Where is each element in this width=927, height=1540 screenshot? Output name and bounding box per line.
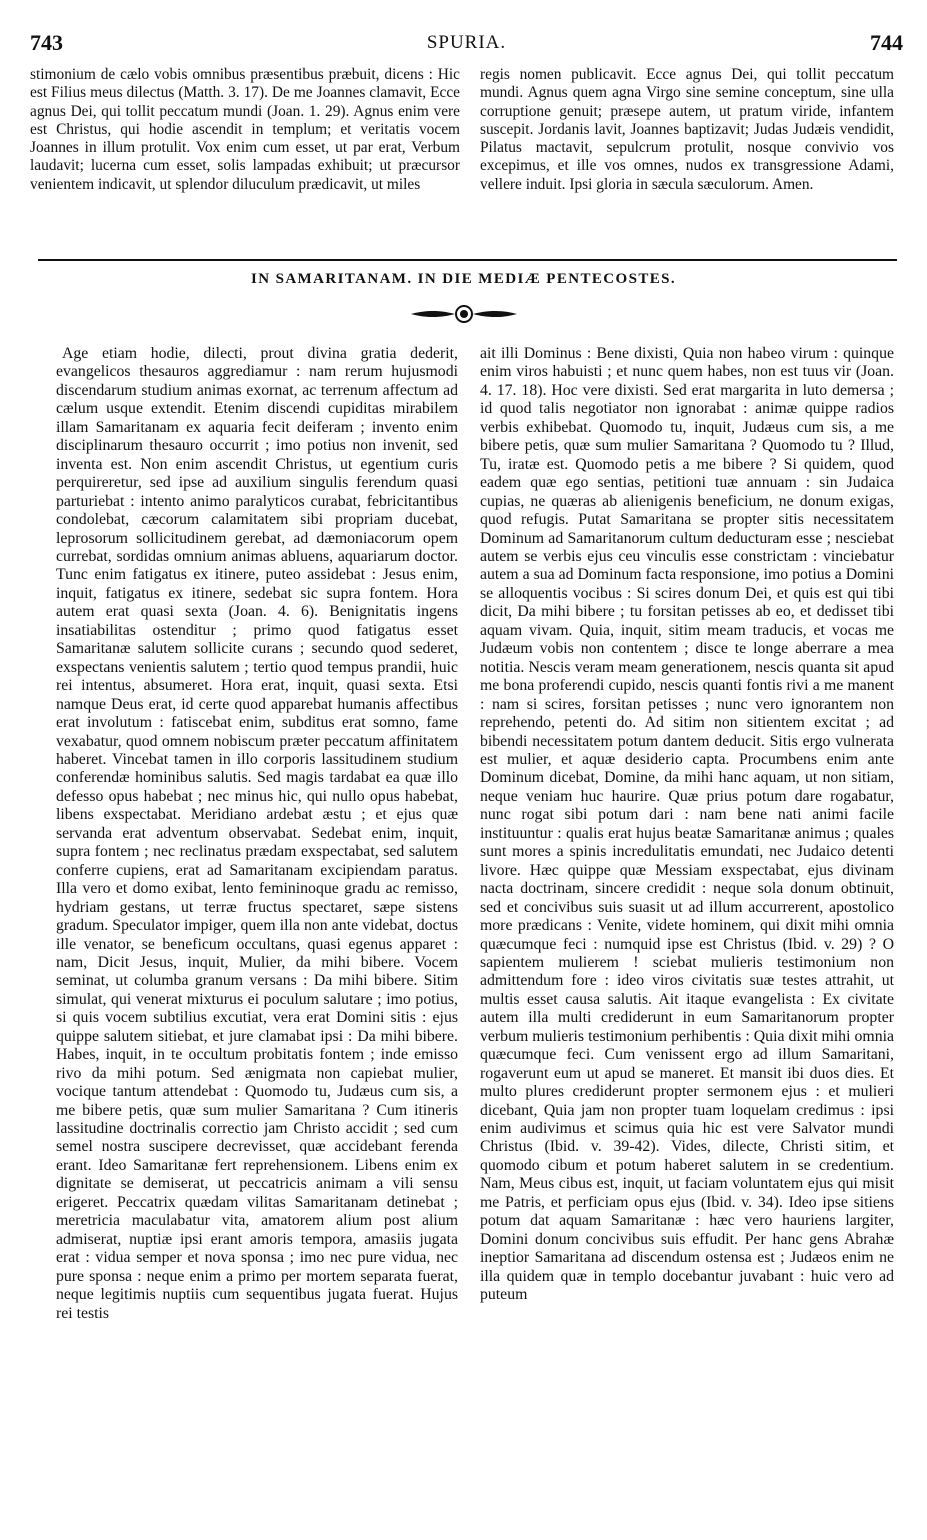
left-page-number: 743 bbox=[30, 30, 63, 55]
right-page-number: 744 bbox=[870, 30, 903, 55]
bottom-left-paragraph: Age etiam hodie, dilecti, prout divina gratia dederit, evangelicos thesauros aggrediamur : nam rerum hujusmodi discendarum studium animas exornat, ac terrenum affectum ad cælum usque extendit. Etenim discendi cupiditas mirabilem illam Samaritanam ex aquaria fecit deiferam ; invento enim disciplinarum thesauro occurrit ; imo potius non invenit, sed inventa est. Non enim ascendit Christus, ut egentium curis perquireretur, sed ipse ad auxilium singulis ferendum quasi parturiebat : intento animo paralyticos curabat, febricitantibus condolebat, cæcorum calamitatem sibi propriam ducebat, leprosorum sollicitudinem gerebat, ad dæmoniacorum opem currebat, sordidas omnium animas abluens, aquariarum doctor. Tunc enim fatigatus ex itinere, puteo assidebat : Jesus enim, inquit, fatigatus ex itinere, sedebat sic supra fontem. Hora autem erat quasi sexta (Joan. 4. 6). Benignitatis ingens insatiabilitas ostenditur ; primo quod fatigatus esset Samaritanæ salutem sollicite curans ; secundo quod sederet, exspectans venientis salutem ; tertio quod tempus prandii, huic rei intentus, absumeret. Hora erat, inquit, quasi sexta. Etsi namque Deus erat, id certe quod apparebat humanis affectibus erat involutum : fatiscebat enim, subditus erat somno, fame vexabatur, quod omnem nobiscum præter peccatum affinitatem haberet. Vincebat tamen in illo corporis lassitudinem studium conferendæ hominibus salutis. Sed magis tardabat ea quæ illo defesso opus habebat ; nec minus hic, qui nullo opus habebat, libens exspectabat. Meridiano ardebat æstu ; et ejus quæ servanda erat adventum observabat. Sedebat enim, inquit, supra fontem ; nec reclinatus prædam exspectabat, sed salutem conferre cupiens, erat ad Samaritanam excipiendam paratus. Illa vero et domo exibat, lento femininoque gradu ac remisso, hydriam gestans, ut terræ fructus spectaret, sæpe sistens gradum. Speculator impiger, quem illa non ante videbat, doctus ille venator, se beneficum occultans, quasi egenus apparet : nam, Dicit Jesus, inquit, Mulier, da mihi bibere. Vocem seminat, ut columba granum versans : Da mihi bibere. Sitim simulat, qui venerat mixturus ei poculum salutare ; imo potius, si quis vocem subtilius excutiat, vera erat Domini sitis : ejus quippe salutem sitiebat, et jure clamabat ipsi : Da mihi bibere. Habes, inquit, in te occultum probitatis fontem ; inde emisso rivo da mihi potum. Sed ænigmata non capiebat mulier, vocique tantum attendebat : Quomodo tu, Judæus cum sis, a me bibere petis, quæ sum mulier Samaritana ? Cum itineris lassitudine doctrinalis correctio jam Christo accidit ; sed cum semel nostra suscipere decrevisset, quæ accidebant ferenda erant. Ideo Samaritanæ fert reprehensionem. Libens enim ex dignitate se demiserat, ut peccatricis animam a vili sensu erigeret. Peccatrix quædam vilitas Samaritanam detinebat ; meretricia maculabatur vita, amatorem alium post alium admiserat, nuptiæ ipsi erant amoris tempora, amasiis jugata erat : vidua semper et nova sponsa ; imo nec pure vidua, nec pure sponsa : neque enim a primo per mortem separata fuerat, neque legitimis nuptiis cum sequentibus jugata fuerat. Hujus rei testis bbox=[56, 345, 458, 1322]
fleuron-ornament-icon bbox=[0, 303, 927, 327]
running-title: SPURIA. bbox=[426, 32, 507, 53]
section-divider bbox=[38, 259, 897, 261]
top-right-column bbox=[480, 66, 894, 194]
running-header bbox=[30, 30, 903, 60]
section-title: IN SAMARITANAM. IN DIE MEDIÆ PENTECOSTES. bbox=[250, 271, 677, 287]
top-left-column bbox=[30, 66, 460, 194]
top-right-paragraph: regis nomen publicavit. Ecce agnus Dei, qui tollit peccatum mundi. Agnus quem agna Virgo sine semine conceptum, sine ulla corruptione genuit; præsepe autem, ut pratum viride, infantem suscepit. Jordanis lavit, Joannes baptizavit; Judas Judæis vendidit, Pilatus mactavit, sepulcrum protulit, nosque convivio vos excepimus, et ille vos omnes, nudos ex transgressione Adami, vellere induit. Ipsi gloria in sæcula sæculorum. Amen. bbox=[480, 66, 894, 193]
bottom-right-paragraph: ait illi Dominus : Bene dixisti, Quia non habeo virum : quinque enim viros habuisti ; et nunc quem habes, non est tuus vir (Joan. 4. 17. 18). Hoc vere dixisti. Sed erat margarita in luto demersa ; id quod talis negotiator non ignorabat : animæ quippe radios verbis exhibebat. Quomodo tu, inquit, Judæus cum sis, a me bibere petis, quæ sum mulier Samaritana ? Quomodo tu ? Illud, Tu, iratæ est. Quomodo petis a me bibere ? Si quidem, quod eadem quæ ego sentias, petitioni tuæ annuam : sin Judaica cupias, ne quæras ab alienigenis beneficium, ne donum exigas, quod refugis. Putat Samaritana se propter sitis necessitatem Dominum ad Samaritanorum cultum deducturam esse ; nesciebat autem se verbis ejus ceu vinculis esse constrictam : vinciebatur autem a sua ad Dominum facta responsione, imo potius a Domini se alloquentis vocibus : Si scires donum Dei, et quis est qui tibi dicit, Da mihi bibere ; tu forsitan petisses ab eo, et dedisset tibi aquam vivam. Quia, inquit, sitim meam traducis, et vocas me Judæum vobis non contentem ; disce te longe aberrare a mea notitia. Nescis veram meam generationem, nescis quanta sit apud me bona proferendi cupido, nescis quanti fontis rivi a me manent : nam si scires, forsitan petisses ; nunc vero ignorantem non reprehendo, petenti do. Ad sitim non sitientem excitat ; ad bibendi necessitatem potum dantem deducit. Sitis ergo vulnerata est mulier, et aquæ desiderio capta. Procumbens enim ante Dominum dicebat, Domine, da mihi hanc aquam, ut non sitiam, neque veniam huc haurire. Quæ prius potum dare rogabatur, nunc rogat sibi potum dari : nam bene nati animi facile instituuntur : qualis erat hujus beatæ Samaritanæ animus ; quales sunt mores a spinis incredulitatis emundati, nec Judaico detenti livore. Hæc quippe quæ Messiam exspectabat, ejus divinam nacta doctrinam, sincere credidit : neque sola donum obtinuit, sed et concivibus suis suasit ut ad illum accurrerent, apostolico more prædicans : Venite, videte hominem, qui dixit mihi omnia quæcumque feci : numquid ipse est Christus (Ibid. v. 29) ? O sapientem mulierem ! sciebat mulieris testimonium non admittendum fore : ideo viros civitatis suæ testes attrahit, ut multis esset causa salutis. Ait itaque evangelista : Ex civitate autem illa multi crediderunt in eum Samaritanorum propter verbum mulieris testimonium perhibentis : Quia dixit mihi omnia quæcumque feci. Cum venissent ergo ad illum Samaritani, rogaverunt eum ut apud se maneret. Et mansit ibi duos dies. Et multo plures crediderunt propter sermonem ejus : et mulieri dicebant, Quia jam non propter tuam loquelam credimus : ipsi enim audivimus et scimus quia hic est vere Salvator mundi Christus (Ibid. v. 39-42). Vides, dilecte, Christi sitim, et quomodo cibum et potum haberet salutem in se credentium. Nam, Meus cibus est, inquit, ut faciam voluntatem ejus qui misit me Patris, et perficiam opus ejus (Ibid. v. 34). Ideo ipse sitiens potum dat aquam Samaritanæ : hæc vero hauriens largiter, Domini donum concivibus suis effudit. Per hanc gens Abrahæ ineptior Samaritana ad discendum ostensa est ; Judæos enim ne illa quidem quæ in templo docebantur juvabant : huic vero ad puteum bbox=[480, 345, 894, 1304]
top-left-paragraph: stimonium de cælo vobis omnibus præsentibus præbuit, dicens : Hic est Filius meus dilectus (Matth. 3. 17). De me Joannes clamavit, Ecce agnus Dei, qui tollit peccatum mundi (Joan. 1. 29). Agnus enim vere est Christus, qui hodie ascendit in templum; et veritatis vocem Joannes in illum protulit. Vox enim cum esset, ut par erat, Verbum laudavit; lucerna cum esset, solis lampadas exhibuit; ut præcursor venientem indicavit, ut splendor diluculum prædicavit, ut miles bbox=[30, 66, 460, 193]
bottom-left-column bbox=[56, 345, 458, 1323]
bottom-right-column bbox=[480, 345, 894, 1305]
